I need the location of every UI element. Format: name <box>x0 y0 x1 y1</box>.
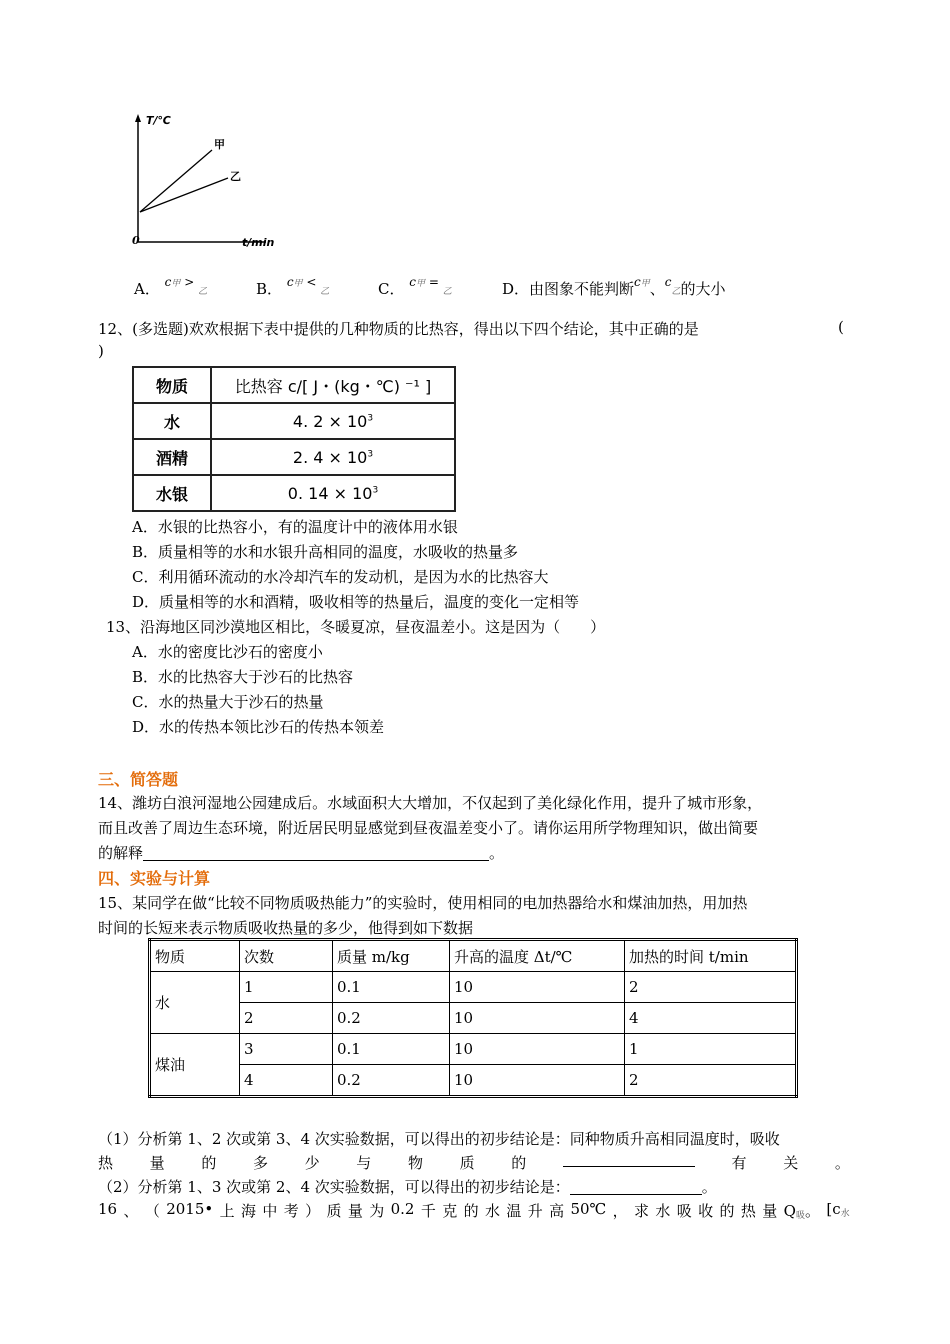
q14-line3: 的解释 。 <box>98 844 505 862</box>
table-cell-substance: 煤油 <box>150 1034 240 1097</box>
origin-label: 0 <box>132 234 140 247</box>
table-cell: 4. $2 \times 10^3$ <box>211 403 455 439</box>
q13-option-c[interactable]: C．水的热量大于沙石的热量 <box>132 693 324 711</box>
q14-line2: 而且改善了周边生态环境，附近居民明显感觉到昼夜温差变小了。请你运用所学物理知识，做出简要 <box>98 819 759 837</box>
section-heading-experiment: 四、实验与计算 <box>98 869 211 888</box>
table-header: 质量 m/kg <box>333 940 450 972</box>
table-cell: 2 <box>625 972 797 1003</box>
table-cell: 水银 <box>133 475 211 511</box>
q13-option-b[interactable]: B．水的比热容大于沙石的比热容 <box>132 668 354 686</box>
table-cell: 2 <box>625 1065 797 1097</box>
line1-label: 甲 <box>214 138 225 151</box>
table-cell: 4 <box>240 1065 333 1097</box>
line2-label: 乙 <box>230 170 241 183</box>
table-cell: 10 <box>450 972 625 1003</box>
q13-stem: 13、沿海地区同沙漠地区相比，冬暖夏凉，昼夜温差小。这是因为（ ） <box>106 618 606 636</box>
table-header: 加热的时间 t/min <box>625 940 797 972</box>
q14-line1: 14、潍坊白浪河湿地公园建成后。水域面积大大增加，不仅起到了美化绿化作用，提升了城市形象， <box>98 794 763 812</box>
q11-option-d[interactable]: D．由图象不能判断$^{c甲}$、$^{c_乙}$的大小 <box>502 275 726 298</box>
q12-paren-open: ( <box>838 318 844 336</box>
q12-option-c[interactable]: C．利用循环流动的水冷却汽车的发动机，是因为水的比热容大 <box>132 568 549 586</box>
table-cell: 0.2 <box>333 1065 450 1097</box>
table-cell: 3 <box>240 1034 333 1065</box>
table-cell: 0. $14 \times 10^3$ <box>211 475 455 511</box>
q11-option-b[interactable]: B． $^{c甲 < _乙}$ <box>256 275 330 298</box>
q12-option-a[interactable]: A．水银的比热容小，有的温度计中的液体用水银 <box>132 518 458 536</box>
table-cell: 酒精 <box>133 439 211 475</box>
table-header: 升高的温度 Δt/℃ <box>450 940 625 972</box>
y-arrow <box>135 114 141 122</box>
y-axis-label: T/℃ <box>146 114 171 127</box>
q15-part1-line1: （1）分析第 1、2 次或第 3、4 次实验数据，可以得出的初步结论是：同种物质升高相同温度时，吸收 <box>98 1130 780 1148</box>
table-header-heat: 比热容 c/[ J・(kg・℃) ⁻¹ ] <box>211 367 455 403</box>
q12-stem: 12、(多选题)欢欢根据下表中提供的几种物质的比热容，得出以下四个结论，其中正确的是 <box>98 320 699 338</box>
q15-line2: 时间的长短来表示物质吸收热量的多少，他得到如下数据 <box>98 919 474 937</box>
q15-part2: （2）分析第 1、3 次或第 2、4 次实验数据，可以得出的初步结论是： 。 <box>98 1178 717 1196</box>
table-cell: 1 <box>240 972 333 1003</box>
table-cell: 水 <box>133 403 211 439</box>
table-header-substance: 物质 <box>133 367 211 403</box>
experiment-data-table <box>148 938 798 1098</box>
q13-option-a[interactable]: A．水的密度比沙石的密度小 <box>132 643 323 661</box>
line-yi <box>140 178 228 212</box>
temperature-time-graph <box>128 112 278 252</box>
table-cell: 2 <box>240 1003 333 1034</box>
q15-line1: 15、某同学在做“比较不同物质吸热能力”的实验时，使用相同的电加热器给水和煤油加热，用加热 <box>98 894 748 912</box>
table-cell: 10 <box>450 1003 625 1034</box>
q15-part1-blank[interactable] <box>563 1152 695 1167</box>
q11-option-a[interactable]: A． $^{c甲 > _乙}$ <box>134 275 208 298</box>
table-cell: 0.2 <box>333 1003 450 1034</box>
table-cell: 4 <box>625 1003 797 1034</box>
q13-option-d[interactable]: D．水的传热本领比沙石的传热本领差 <box>132 718 385 736</box>
q12-paren-close: ) <box>98 342 104 360</box>
table-cell-substance: 水 <box>150 972 240 1034</box>
specific-heat-table <box>132 366 456 512</box>
table-cell: 10 <box>450 1034 625 1065</box>
table-cell: 0.1 <box>333 972 450 1003</box>
q12-option-b[interactable]: B．质量相等的水和水银升高相同的温度，水吸收的热量多 <box>132 543 519 561</box>
table-header: 次数 <box>240 940 333 972</box>
q11-option-c[interactable]: C． $^{c甲 = _乙}$ <box>378 275 452 298</box>
q15-part2-blank[interactable] <box>570 1180 702 1195</box>
table-cell: 2. $4 \times 10^3$ <box>211 439 455 475</box>
x-axis-label: t/min <box>242 236 275 249</box>
table-cell: 10 <box>450 1065 625 1097</box>
section-heading-short-answer: 三、简答题 <box>98 770 179 789</box>
table-cell: 1 <box>625 1034 797 1065</box>
q12-option-d[interactable]: D．质量相等的水和酒精，吸收相等的热量后，温度的变化一定相等 <box>132 593 580 611</box>
q15-part1-line2: 热 量 的 多 少 与 物 质 的 有 关 。 <box>98 1154 850 1172</box>
table-header: 物质 <box>150 940 240 972</box>
q14-answer-blank[interactable] <box>143 846 489 861</box>
table-cell: 0.1 <box>333 1034 450 1065</box>
line-jia <box>140 150 212 212</box>
q16-line1: 16 、 （ 2015• 上 海 中 考 ） 质 量 为 0.2 千 克 的 水 温 升 高 50℃ ， 求 水 吸 收 的 热 量 $Q_吸$。 [$c_水$ <box>98 1200 850 1221</box>
